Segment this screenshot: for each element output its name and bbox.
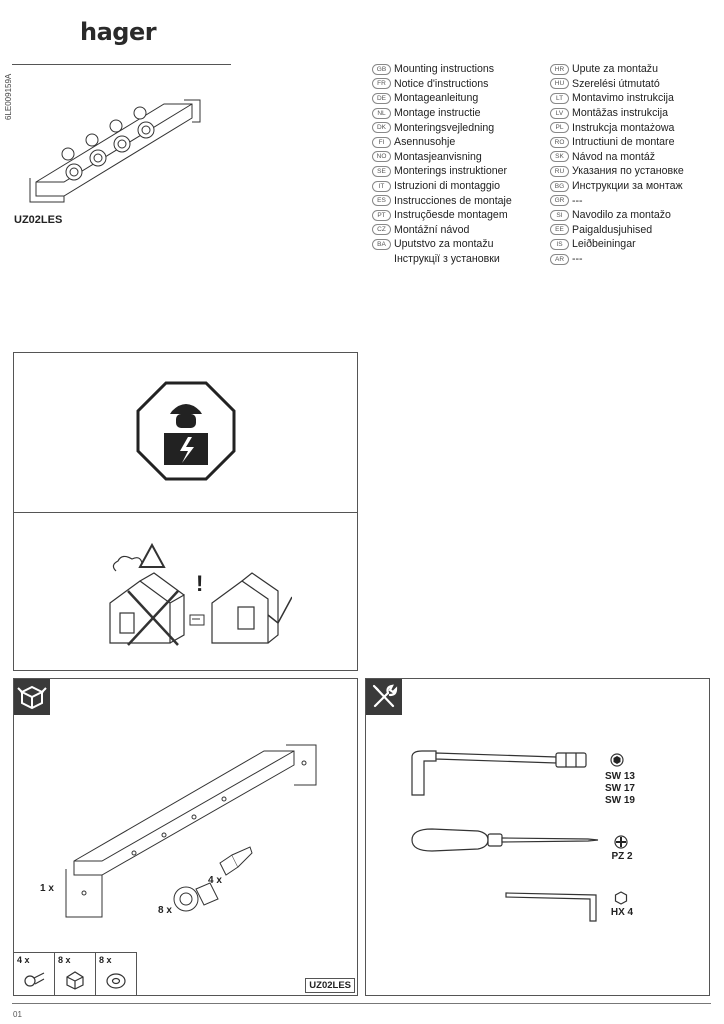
panel-divider [14, 512, 357, 513]
language-item [372, 120, 512, 135]
language-label: Uputstvo za montažu [394, 238, 494, 251]
indoor-use-illustration [92, 541, 292, 649]
footer-rule [12, 1003, 711, 1004]
language-label: Szerelési útmutató [572, 77, 660, 90]
language-code-badge: DK [372, 122, 391, 133]
language-label: Указания по установке [572, 165, 684, 178]
language-item [550, 120, 684, 135]
language-code-badge: IT [372, 181, 391, 192]
language-label: Instrukcja montażowa [572, 121, 675, 134]
hex-key-size: HX 4 [610, 907, 634, 918]
language-item [372, 223, 512, 238]
language-label: Notice d'instructions [394, 77, 489, 90]
language-list-left [372, 62, 512, 266]
screw-icon [22, 967, 46, 991]
small-part-quantity: 8 x [99, 955, 112, 965]
required-tools-panel [365, 678, 710, 996]
tools-icon [366, 679, 402, 715]
language-code-badge: IS [550, 239, 569, 250]
language-label: Asennusohje [394, 136, 456, 149]
mounting-bracket-illustration [54, 743, 334, 923]
language-code-badge: HR [550, 64, 569, 75]
header-rule [12, 64, 231, 65]
language-label: Intructiuni de montare [572, 136, 675, 149]
language-code-badge: SI [550, 210, 569, 221]
qualified-electrician-icon [136, 381, 236, 481]
language-item [550, 135, 684, 150]
language-code-badge: LV [550, 108, 569, 119]
language-code-badge: RO [550, 137, 569, 148]
socket-size: SW 13 [604, 771, 635, 782]
small-part-quantity: 4 x [17, 955, 30, 965]
language-item [372, 208, 512, 223]
pozidriv-icon [614, 835, 628, 849]
language-label: Instrucciones de montaje [394, 194, 512, 207]
small-part-washer [96, 952, 137, 995]
svg-text:!: ! [196, 571, 204, 596]
screwdriver-size: PZ 2 [611, 851, 633, 862]
language-code-badge: SE [372, 166, 391, 177]
language-label: Інструкції з установки [394, 253, 500, 266]
language-item [372, 62, 512, 77]
language-label: Instruçõesde montagem [394, 209, 508, 222]
language-label: Montavimo instrukcija [572, 92, 674, 105]
product-code-label: UZ02LES [305, 978, 355, 993]
language-item [372, 237, 512, 252]
language-item [372, 135, 512, 150]
language-item [372, 150, 512, 165]
language-label: Navodilo za montažo [572, 209, 671, 222]
language-item [550, 179, 684, 194]
language-code-badge: FI [372, 137, 391, 148]
language-label: --- [572, 253, 583, 266]
box-icon [14, 679, 50, 715]
language-label: Návod na montáž [572, 150, 656, 163]
language-item [372, 193, 512, 208]
language-item [372, 91, 512, 106]
language-code-badge: GB [372, 64, 391, 75]
safety-panel [13, 352, 358, 671]
language-label: Monterings instruktioner [394, 165, 508, 178]
language-label: Montāžas instrukcija [572, 107, 668, 120]
socket-wrench-illustration [406, 747, 596, 801]
language-label: Leiðbeiningar [572, 238, 636, 251]
language-code-badge: ES [372, 195, 391, 206]
language-label: Istruzioni di montaggio [394, 180, 500, 193]
language-item [550, 208, 684, 223]
language-list-right [550, 62, 684, 266]
document-number: 6LE009159A [4, 73, 13, 120]
gland-quantity: 8 x [158, 905, 172, 916]
language-label: Monteringsvejledning [394, 121, 495, 134]
language-code-badge: NO [372, 151, 391, 162]
washer-icon [104, 967, 128, 991]
language-label: Инструкции за монтаж [572, 180, 683, 193]
hex-key-illustration [504, 891, 604, 923]
language-item [550, 164, 684, 179]
language-label: Montage instructie [394, 107, 481, 120]
language-item [372, 179, 512, 194]
language-code-badge: GR [550, 195, 569, 206]
language-code-badge: DE [372, 93, 391, 104]
language-code-badge: PT [372, 210, 391, 221]
socket-size: SW 17 [604, 783, 635, 794]
language-label: Montážní návod [394, 223, 470, 236]
product-illustration [24, 96, 224, 208]
language-item [372, 106, 512, 121]
language-item [550, 62, 684, 77]
language-item [372, 77, 512, 92]
language-item [550, 91, 684, 106]
language-code-badge: FR [372, 78, 391, 89]
small-part-quantity: 8 x [58, 955, 71, 965]
language-code-badge: HU [550, 78, 569, 89]
language-item [372, 252, 512, 267]
nut-icon [63, 967, 87, 991]
language-item [550, 106, 684, 121]
language-code-badge: NL [372, 108, 391, 119]
small-part-nut [55, 952, 96, 995]
language-item [372, 164, 512, 179]
language-code-badge: SK [550, 151, 569, 162]
language-code-badge: LT [550, 93, 569, 104]
small-parts-row [14, 952, 137, 995]
language-label: --- [572, 194, 583, 207]
language-label: Montageanleitung [394, 92, 479, 105]
package-contents-panel [13, 678, 358, 996]
language-item [550, 252, 684, 267]
language-label: Upute za montažu [572, 63, 658, 76]
bracket-quantity: 1 x [40, 883, 54, 894]
language-item [550, 150, 684, 165]
language-item [550, 223, 684, 238]
language-label: Mounting instructions [394, 63, 495, 76]
pin-quantity: 4 x [208, 875, 222, 886]
hex-key-icon [614, 891, 628, 905]
language-item [550, 193, 684, 208]
hex-socket-icon [610, 753, 624, 767]
product-code: UZ02LES [14, 214, 63, 226]
language-code-badge: AR [550, 254, 569, 265]
page-number: 01 [13, 1010, 22, 1019]
language-label: Paigaldusjuhised [572, 223, 653, 236]
small-part-screw [14, 952, 55, 995]
language-code-badge: EE [550, 224, 569, 235]
language-code-badge: CZ [372, 224, 391, 235]
language-code-badge: PL [550, 122, 569, 133]
language-code-badge: BG [550, 181, 569, 192]
brand-logo: hager [80, 18, 157, 46]
socket-size: SW 19 [604, 795, 635, 806]
socket-sizes [600, 771, 640, 807]
language-label: Montasjeanvisning [394, 150, 482, 163]
language-item [550, 77, 684, 92]
screwdriver-illustration [408, 825, 604, 855]
language-code-badge: RU [550, 166, 569, 177]
language-code-badge: BA [372, 239, 391, 250]
language-item [550, 237, 684, 252]
